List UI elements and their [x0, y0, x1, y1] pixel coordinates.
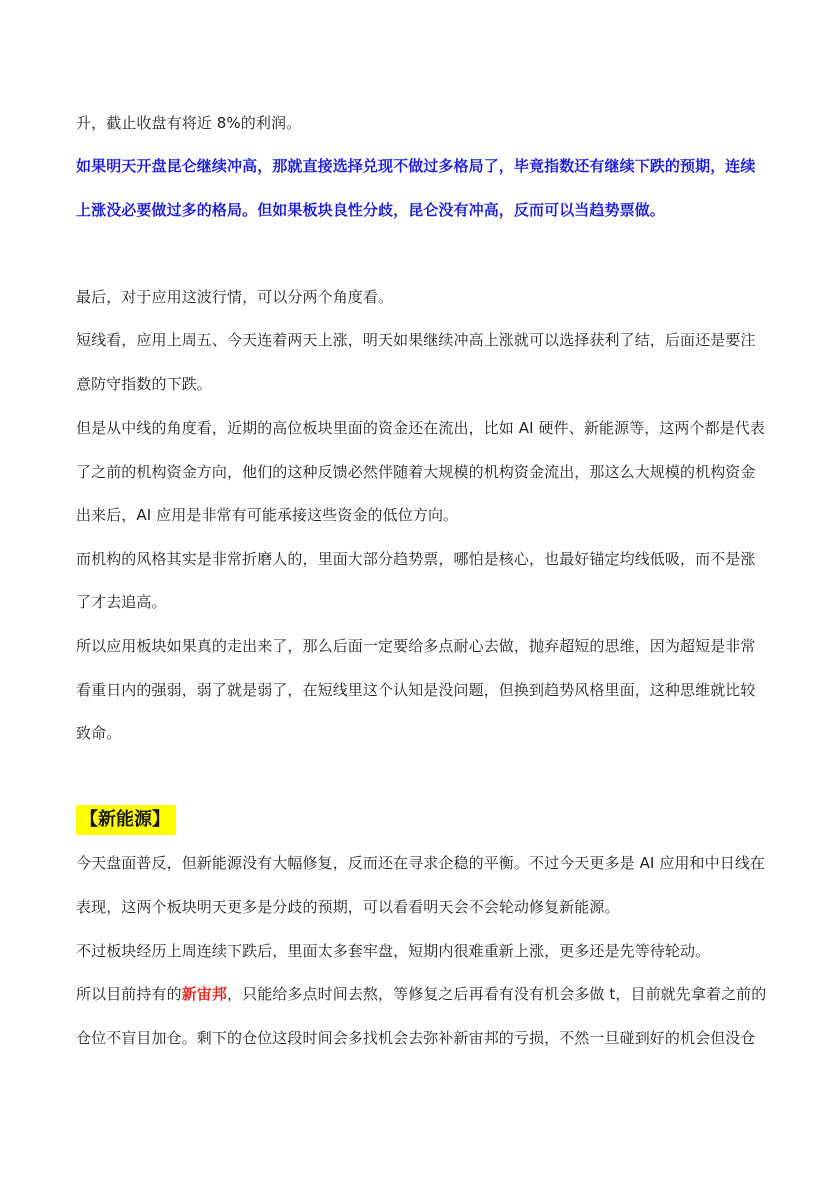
paragraph-line: 了才去追高。 [76, 593, 167, 611]
paragraph-line: 今天盘面普反，但新能源没有大幅修复，反而还在寻求企稳的平衡。不过今天更多是 AI 应用和中日线在 [76, 854, 766, 872]
paragraph-line: 而机构的风格其实是非常折磨人的，里面大部分趋势票，哪怕是核心，也最好锚定均线低吸，而不是涨 [76, 550, 756, 568]
section-heading: 【新能源】 [76, 805, 176, 835]
text-run: ，只能给多点时间去熬，等修复之后再看有没有机会多做 t，目前就先拿着之前的 [227, 985, 766, 1003]
paragraph-line: 意防守指数的下跌。 [76, 375, 212, 393]
paragraph-line: 致命。 [76, 724, 122, 742]
paragraph-line: 升，截止收盘有将近 8%的利润。 [76, 114, 302, 132]
paragraph-line: 所以应用板块如果真的走出来了，那么后面一定要给多点耐心去做，抛弃超短的思维，因为超短是非常 [76, 637, 756, 655]
paragraph-line: 最后，对于应用这波行情，可以分两个角度看。 [76, 288, 394, 306]
emphasis-stock-name: 新宙邦 [181, 985, 228, 1003]
paragraph-line: 短线看，应用上周五、今天连着两天上涨，明天如果继续冲高上涨就可以选择获利了结，后面还是要注 [76, 331, 756, 349]
paragraph-line: 了之前的机构资金方向，他们的这种反馈必然伴随着大规模的机构资金流出，那这么大规模的机构资金 [76, 463, 756, 481]
paragraph-line: 仓位不盲目加仓。剩下的仓位这段时间会多找机会去弥补新宙邦的亏损，不然一旦碰到好的机会但没仓 [76, 1029, 756, 1047]
text-run: 所以目前持有的 [76, 985, 182, 1003]
paragraph-line: 出来后，AI 应用是非常有可能承接这些资金的低位方向。 [76, 506, 459, 524]
paragraph-line: 看重日内的强弱，弱了就是弱了，在短线里这个认知是没问题，但换到趋势风格里面，这种思维就比较 [76, 681, 756, 699]
paragraph-line: 表现，这两个板块明天更多是分歧的预期，可以看看明天会不会轮动修复新能源。 [76, 898, 620, 916]
paragraph-line: 但是从中线的角度看，近期的高位板块里面的资金还在流出，比如 AI 硬件、新能源等，这两个都是代表 [76, 419, 766, 437]
emphasis-line-blue: 上涨没必要做过多的格局。但如果板块良性分歧，昆仑没有冲高，反而可以当趋势票做。 [76, 201, 665, 219]
paragraph-line: 不过板块经历上周连续下跌后，里面太多套牢盘，短期内很难重新上涨，更多还是先等待轮动。 [76, 942, 711, 960]
emphasis-line-blue: 如果明天开盘昆仑继续冲高，那就直接选择兑现不做过多格局了，毕竟指数还有继续下跌的预期，连续 [76, 157, 756, 175]
paragraph-line-mixed [76, 984, 766, 1004]
